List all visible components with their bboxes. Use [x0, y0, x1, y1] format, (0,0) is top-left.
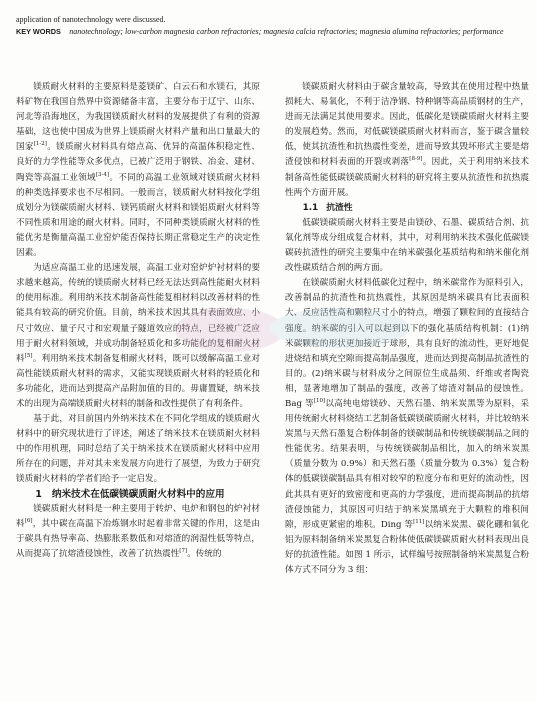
- abstract-block: [16, 14, 521, 38]
- section-heading-1: 1 纳米技术在低碳镁碳质耐火材料中的应用: [35, 488, 225, 500]
- citation: [10]: [313, 398, 326, 405]
- citation: [8-9]: [409, 156, 423, 163]
- subsection-paragraph-1: 低碳镁碳质耐火材料主要是由镁砂、石墨、碳质结合剂、抗氧化剂等成分组成复合材料，其中，对利用纳米技术强化低碳镁碳砖抗渣性的研究主要集中在纳米碳强化基质结构和纳米催化剂改性碳质结合剂的两方面。: [285, 217, 529, 274]
- intro-paragraph-1: 镁质耐火材料的主要原料是菱镁矿、白云石和水镁石，其原料矿物在我国自然界中资源储备丰富，主要分布于辽宁、山东、河北等沿海地区，为我国镁质耐火材料的发展提供了有利的资源基础，这也使中国成为世界上镁质耐火材料产量和出口量最大的国家[1-2]。镁质耐火材料具有熔点高、优异的高温体积稳定性、良好的力学性能等众多优点，已被广泛用于钢铁、冶金、建材、陶瓷等高温工业领域[3-4]。不同的高温工业领域对镁质耐火材料的种类选择要求也不尽相同。一般而言，镁质耐火材料按化学组成划分为镁碳质耐火材料、镁钙质耐火材料和镁铝质耐火材料等不同性质和用途的耐火材料。同时，不同种类镁质耐火材料的性能优劣是衡量高温工业窑炉能否保持长期正常稳定生产的决定性因素。: [16, 82, 260, 259]
- right-column: [285, 80, 529, 578]
- keywords-line: [16, 26, 521, 38]
- keywords-text: nanotechnology; low-carbon magnesia carbon refractories; magnesia calcia refractories; magnesia alumina refractories; performance: [69, 27, 504, 36]
- citation: [5]: [24, 352, 33, 359]
- citation: [1-2]: [33, 141, 47, 148]
- citation: [3-4]: [95, 171, 110, 178]
- subsection-heading-1-1: 1.1 抗渣性: [302, 202, 353, 213]
- section-1-paragraph-1: 镁碳质耐火材料是一种主要用于转炉、电炉和钢包的炉衬材料[6]，其中碳在高温下冶炼钢水时起着非常关键的作用，这是由于碳具有热导率高、热膨胀系数低和对熔渣的润湿性低等特点，从而提高了抗熔渣侵蚀性，改善了抗热震性[7]。传统的: [16, 503, 260, 559]
- left-column: [16, 80, 260, 562]
- citation: [11]: [413, 518, 425, 525]
- intro-paragraph-2: 为适应高温工业的迅速发展，高温工业对窑炉炉衬材料的要求越来越高，传统的镁质耐火材料已经无法达到高性能耐火材料的使用标准。利用纳米技术制备高性能复相材料以改善材料的性能具有较高的研究价值。目前，纳米技术因其具有表面效应、小尺寸效应、量子尺寸和宏观量子隧道效应的特点，已经被广泛应用于耐火材料领域，并成功制备轻质化和多功能化的复相耐火材料[5]。利用纳米技术制备复相耐火材料，既可以缓解高温工业对高性能镁质耐火材料的需求，又能实现镁质耐火材料的轻质化和多功能化，进而达到提高产品附加值的目的。毋庸置疑，纳米技术的出现为高端镁质耐火材料的制备和改性提供了有利条件。: [16, 263, 260, 409]
- intro-paragraph-3: 基于此，对目前国内外纳米技术在不同化学组成的镁质耐火材料中的研究现状进行了评述，阐述了纳米技术在镁质耐火材料中的作用机理，同时总结了关于纳米技术在镁质耐火材料中应用所存在的问题，并对其未来发展方向进行了展望，为致力于研究镁质耐火材料的学者们给予一定启发。: [16, 414, 260, 485]
- section-1-paragraph-2: 镁碳质耐火材料由于碳含量较高，导致其在使用过程中热量损耗大、易氧化，不利于洁净钢、特种钢等高品质钢材的生产，进而无法满足其使用要求。因此，低碳化是镁碳质耐火材料主要的发展趋势。然而，对低碳镁碳质耐火材料而言，鉴于碳含量较低，使其抗渣性和抗热震性变差，进而导致其毁坏形式主要是熔渣侵蚀和材料表面的开裂或剥落[8-9]。因此，关于利用纳米技术制备高性能低碳镁碳质耐火材料的研究将主要从抗渣性和抗热震性两个方面开展。: [285, 82, 529, 198]
- subsection-paragraph-2: 在镁碳质耐火材料低碳化过程中，纳米碳常作为原料引入，改善制品的抗渣性和抗热震性，其原因是纳米碳具有比表面积大、反应活性高和颗粒尺寸小的特点，增强了颗粒间的直接结合强度。纳米碳的引入可以起到以下的强化基质结构机制：(1)纳米碳颗粒的形状更加接近于球形，具有良好的流动性，更好地促进烧结和填充空隙而提高制品强度，进而达到提高制品抗渣性的目的。(2)纳米碳与材料成分之间原位生成晶须、纤维或者陶瓷相，显著地增加了制品的强度，改善了熔渣对制品的侵蚀性。Bag 等[10]以高纯电熔镁砂、天然石墨、纳米炭黑等为原料，采用传统耐火材料烧结工艺制备低碳镁碳质耐火材料，并比较纳米炭黑与天然石墨复合粉体制备的镁碳制品和传统镁碳制品之间的性能优劣。结果表明，与传统镁碳制品相比，加入的纳米炭黑（质量分数为 0.9%）和天然石墨（质量分数为 0.3%）复合粉体的低碳镁碳制品具有相对较窄的粒度分布和更好的流动性，因此其具有更好的致密度和更高的力学强度，进而提高制品的抗熔渣侵蚀能力，其原因可归结于纳米炭黑填充于大颗粒的堆积间隙，形成更紧密的堆积。Ding 等[11]以纳米炭黑、碳化硼和氧化铝为原料制备纳米炭黑复合粉体使低碳镁碳质耐火材料表现出良好的抗渣性能。如图 1 所示，试样编号按照制备纳米炭黑复合粉体方式不同分为 3 组：: [285, 278, 529, 575]
- citation: [6]: [24, 517, 33, 524]
- keywords-label: KEY WORDS: [16, 27, 61, 36]
- abstract-tail: application of nanotechnology were discussed.: [16, 15, 166, 24]
- citation: [7]: [179, 547, 188, 554]
